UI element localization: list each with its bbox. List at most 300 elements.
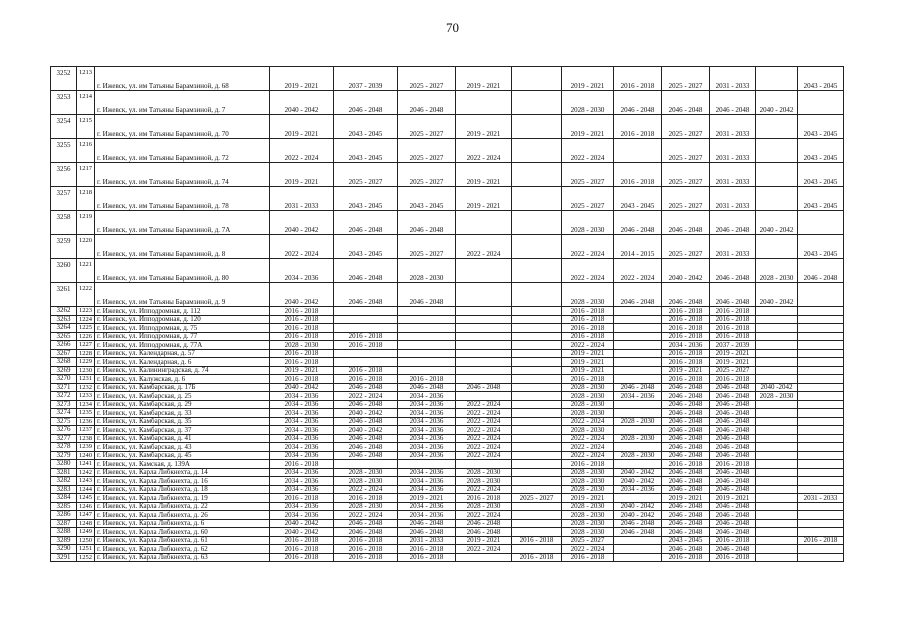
period-cell: 2040 - 2042: [614, 502, 662, 511]
period-cell: 2028 - 2030: [562, 392, 614, 401]
period-cell: [512, 341, 562, 350]
period-cell: [512, 366, 562, 375]
period-cell: 2022 - 2024: [456, 451, 512, 460]
period-cell: 2016 - 2018: [562, 460, 614, 469]
period-cell: 2034 - 2036: [270, 417, 334, 426]
period-cell: 2046 - 2048: [662, 417, 710, 426]
period-cell: 2028 - 2030: [562, 485, 614, 494]
period-cell: 2016 - 2018: [270, 315, 334, 324]
period-cell: 2022 - 2024: [456, 235, 512, 259]
index-cell: 1251: [77, 545, 95, 554]
period-cell: 2043 - 2045: [334, 115, 398, 139]
period-cell: 2046 - 2048: [710, 259, 756, 283]
period-cell: [456, 358, 512, 367]
address-cell: г. Ижевск, ул. Карла Либкнехта, д. 63: [95, 553, 270, 562]
address-cell: г. Ижевск, ул. Камбарская, д. 29: [95, 400, 270, 409]
period-cell: 2043 - 2045: [662, 536, 710, 545]
table-row: [51, 494, 844, 503]
row-number-cell: 3268: [51, 358, 77, 367]
table-row: [51, 115, 844, 139]
row-number-cell: 3279: [51, 451, 77, 460]
period-cell: 2022 - 2024: [456, 409, 512, 418]
period-cell: 2016 - 2018: [334, 545, 398, 554]
row-number-cell: 3288: [51, 528, 77, 537]
index-cell: 1243: [77, 477, 95, 486]
period-cell: 2022 - 2024: [562, 417, 614, 426]
period-cell: 2025 - 2027: [512, 494, 562, 503]
period-cell: 2046 - 2048: [710, 417, 756, 426]
address-cell: г. Ижевск, ул. Карла Либкнехта, д. 22: [95, 502, 270, 511]
period-cell: 2022 - 2024: [562, 235, 614, 259]
period-cell: 2034 - 2036: [398, 426, 456, 435]
period-cell: [512, 324, 562, 333]
row-number-cell: 3266: [51, 341, 77, 350]
address-cell: г. Ижевск, ул. им Татьяны Барамзиной, д. 78: [95, 187, 270, 211]
period-cell: 2031 - 2033: [710, 163, 756, 187]
period-cell: [614, 139, 662, 163]
period-cell: 2034 - 2036: [270, 409, 334, 418]
period-cell: [512, 511, 562, 520]
address-cell: г. Ижевск, ул. Ипподромная, д. 77А: [95, 341, 270, 350]
period-cell: [398, 341, 456, 350]
index-cell: 1230: [77, 366, 95, 375]
period-cell: 2040 - 2042: [270, 519, 334, 528]
row-number-cell: 3255: [51, 139, 77, 163]
period-cell: 2016 - 2018: [710, 324, 756, 333]
schedule-table: [50, 66, 844, 562]
period-cell: 2025 - 2027: [562, 187, 614, 211]
address-cell: г. Ижевск, ул. Камбарская, д. 25: [95, 392, 270, 401]
period-cell: 2025 - 2027: [398, 235, 456, 259]
period-cell: 2034 - 2036: [270, 502, 334, 511]
period-cell: 2016 - 2018: [334, 553, 398, 562]
row-number-cell: 3273: [51, 400, 77, 409]
period-cell: 2016 - 2018: [270, 536, 334, 545]
period-cell: 2016 - 2018: [614, 67, 662, 91]
period-cell: 2046 - 2048: [710, 91, 756, 115]
period-cell: 2016 - 2018: [398, 375, 456, 384]
period-cell: 2040 - 2042: [662, 259, 710, 283]
period-cell: 2022 - 2024: [456, 443, 512, 452]
period-cell: [512, 307, 562, 316]
row-number-cell: 3271: [51, 383, 77, 392]
index-cell: 1252: [77, 553, 95, 562]
period-cell: 2046 - 2048: [662, 392, 710, 401]
period-cell: [614, 545, 662, 554]
period-cell: 2034 - 2036: [398, 477, 456, 486]
index-cell: 1237: [77, 426, 95, 435]
period-cell: 2016 - 2018: [662, 460, 710, 469]
period-cell: 2046 - 2048: [710, 468, 756, 477]
period-cell: 2046 - 2048: [710, 511, 756, 520]
address-cell: г. Ижевск, ул. Калужская, д. 6: [95, 375, 270, 384]
period-cell: 2043 - 2045: [798, 115, 844, 139]
index-cell: 1244: [77, 485, 95, 494]
period-cell: [512, 426, 562, 435]
period-cell: [798, 375, 844, 384]
period-cell: 2034 - 2036: [614, 485, 662, 494]
row-number-cell: 3280: [51, 460, 77, 469]
index-cell: 1221: [77, 259, 95, 283]
period-cell: 2016 - 2018: [710, 315, 756, 324]
period-cell: 2034 - 2036: [398, 451, 456, 460]
period-cell: 2016 - 2018: [334, 536, 398, 545]
table-row: [51, 341, 844, 350]
period-cell: [756, 451, 798, 460]
period-cell: 2031 - 2033: [710, 139, 756, 163]
address-cell: г. Ижевск, ул. Карла Либкнехта, д. 26: [95, 511, 270, 520]
period-cell: [798, 460, 844, 469]
period-cell: 2043 - 2045: [334, 187, 398, 211]
index-cell: 1250: [77, 536, 95, 545]
period-cell: 2043 - 2045: [334, 235, 398, 259]
period-cell: [614, 358, 662, 367]
table-row: [51, 417, 844, 426]
index-cell: 1249: [77, 528, 95, 537]
period-cell: 2046 - 2048: [662, 400, 710, 409]
period-cell: 2040 - 2042: [756, 91, 798, 115]
period-cell: 2046 - 2048: [662, 519, 710, 528]
period-cell: 2016 - 2018: [662, 307, 710, 316]
period-cell: 2046 - 2048: [662, 528, 710, 537]
address-cell: г. Ижевск, ул. Ипподромная, д. 77: [95, 332, 270, 341]
period-cell: 2025 - 2027: [334, 163, 398, 187]
period-cell: 2028 - 2030: [562, 477, 614, 486]
period-cell: [798, 91, 844, 115]
period-cell: [614, 460, 662, 469]
period-cell: 2046 - 2048: [334, 400, 398, 409]
period-cell: 2016 - 2018: [710, 553, 756, 562]
period-cell: [756, 341, 798, 350]
period-cell: 2034 - 2036: [398, 502, 456, 511]
index-cell: 1229: [77, 358, 95, 367]
address-cell: г. Ижевск, ул. Карла Либкнехта, д. 16: [95, 477, 270, 486]
period-cell: [756, 485, 798, 494]
period-cell: 2019 - 2021: [270, 67, 334, 91]
address-cell: г. Ижевск, ул. Карла Либкнехта, д. 61: [95, 536, 270, 545]
period-cell: 2016 - 2018: [512, 536, 562, 545]
period-cell: 2043 - 2045: [398, 187, 456, 211]
index-cell: 1233: [77, 392, 95, 401]
period-cell: 2046 - 2048: [614, 519, 662, 528]
period-cell: [756, 409, 798, 418]
period-cell: 2034 - 2036: [662, 341, 710, 350]
row-number-cell: 3253: [51, 91, 77, 115]
row-number-cell: 3289: [51, 536, 77, 545]
period-cell: [334, 349, 398, 358]
period-cell: 2016 - 2018: [614, 163, 662, 187]
period-cell: 2034 - 2036: [398, 468, 456, 477]
period-cell: [512, 409, 562, 418]
row-number-cell: 3291: [51, 553, 77, 562]
period-cell: [456, 460, 512, 469]
period-cell: [798, 349, 844, 358]
period-cell: 2016 - 2018: [662, 553, 710, 562]
period-cell: [512, 460, 562, 469]
period-cell: 2046 - 2048: [710, 383, 756, 392]
period-cell: [798, 451, 844, 460]
period-cell: [614, 375, 662, 384]
period-cell: 2022 - 2024: [456, 434, 512, 443]
period-cell: 2019 - 2021: [710, 358, 756, 367]
row-number-cell: 3274: [51, 409, 77, 418]
period-cell: 2040 - 2042: [334, 426, 398, 435]
period-cell: [512, 91, 562, 115]
period-cell: 2034 - 2036: [270, 259, 334, 283]
period-cell: 2025 - 2027: [398, 163, 456, 187]
period-cell: 2028 - 2030: [334, 502, 398, 511]
period-cell: 2043 - 2045: [798, 187, 844, 211]
period-cell: 2046 - 2048: [710, 426, 756, 435]
period-cell: 2025 - 2027: [662, 67, 710, 91]
period-cell: [512, 545, 562, 554]
period-cell: 2046 - 2048: [334, 528, 398, 537]
period-cell: 2016 - 2018: [334, 366, 398, 375]
period-cell: 2022 - 2024: [562, 434, 614, 443]
table-row: [51, 409, 844, 418]
index-cell: 1231: [77, 375, 95, 384]
period-cell: [512, 211, 562, 235]
period-cell: 2016 - 2018: [270, 460, 334, 469]
row-number-cell: 3270: [51, 375, 77, 384]
period-cell: 2046 - 2048: [334, 383, 398, 392]
period-cell: [512, 67, 562, 91]
period-cell: 2034 - 2036: [270, 485, 334, 494]
period-cell: 2025 - 2027: [662, 235, 710, 259]
period-cell: [512, 519, 562, 528]
period-cell: 2022 - 2024: [456, 485, 512, 494]
row-number-cell: 3256: [51, 163, 77, 187]
period-cell: [456, 332, 512, 341]
period-cell: [798, 283, 844, 307]
period-cell: 2022 - 2024: [456, 545, 512, 554]
period-cell: [512, 434, 562, 443]
period-cell: [456, 349, 512, 358]
table-row: [51, 283, 844, 307]
period-cell: [512, 468, 562, 477]
period-cell: [398, 332, 456, 341]
period-cell: 2028 - 2030: [334, 477, 398, 486]
period-cell: 2034 - 2036: [270, 443, 334, 452]
index-cell: 1219: [77, 211, 95, 235]
period-cell: 2046 - 2048: [710, 528, 756, 537]
period-cell: 2019 - 2021: [456, 536, 512, 545]
period-cell: [614, 426, 662, 435]
period-cell: 2016 - 2018: [334, 341, 398, 350]
period-cell: [456, 375, 512, 384]
period-cell: 2046 - 2048: [662, 383, 710, 392]
period-cell: 2046 - 2048: [710, 434, 756, 443]
period-cell: 2028 - 2030: [270, 341, 334, 350]
period-cell: 2016 - 2018: [614, 115, 662, 139]
period-cell: 2040 -2042: [756, 383, 798, 392]
period-cell: [614, 553, 662, 562]
period-cell: [398, 315, 456, 324]
period-cell: [614, 409, 662, 418]
period-cell: [334, 315, 398, 324]
period-cell: 2046 - 2048: [710, 451, 756, 460]
period-cell: [512, 139, 562, 163]
table-body: [51, 67, 844, 562]
address-cell: г. Ижевск, ул. Календарная, д. 57: [95, 349, 270, 358]
table-row: [51, 434, 844, 443]
period-cell: 2046 - 2048: [398, 528, 456, 537]
period-cell: 2046 - 2048: [334, 519, 398, 528]
period-cell: 2034 - 2036: [398, 443, 456, 452]
period-cell: [614, 315, 662, 324]
table-row: [51, 139, 844, 163]
period-cell: 2046 - 2048: [334, 417, 398, 426]
period-cell: 2046 - 2048: [710, 409, 756, 418]
address-cell: г. Ижевск, ул. Карла Либкнехта, д. 18: [95, 485, 270, 494]
period-cell: 2046 - 2048: [662, 443, 710, 452]
address-cell: г. Ижевск, ул. Камбарская, д. 41: [95, 434, 270, 443]
period-cell: 2040 - 2042: [270, 283, 334, 307]
period-cell: 2034 - 2036: [270, 392, 334, 401]
period-cell: [512, 477, 562, 486]
period-cell: 2028 - 2030: [562, 211, 614, 235]
period-cell: [512, 400, 562, 409]
address-cell: г. Ижевск, ул. им Татьяны Барамзиной, д. 8: [95, 235, 270, 259]
period-cell: [512, 235, 562, 259]
row-number-cell: 3252: [51, 67, 77, 91]
period-cell: 2028 - 2030: [756, 259, 798, 283]
index-cell: 1216: [77, 139, 95, 163]
period-cell: 2016 - 2018: [662, 375, 710, 384]
period-cell: [798, 341, 844, 350]
period-cell: 2022 - 2024: [562, 545, 614, 554]
period-cell: [756, 443, 798, 452]
table-row: [51, 553, 844, 562]
period-cell: 2025 - 2027: [662, 187, 710, 211]
period-cell: [798, 392, 844, 401]
period-cell: 2043 - 2045: [614, 187, 662, 211]
period-cell: 2025 - 2027: [398, 115, 456, 139]
period-cell: [756, 536, 798, 545]
period-cell: 2031 - 2033: [398, 536, 456, 545]
period-cell: [756, 528, 798, 537]
period-cell: 2046 - 2048: [662, 409, 710, 418]
period-cell: 2040 - 2042: [756, 283, 798, 307]
table-row: [51, 536, 844, 545]
table-row: [51, 67, 844, 91]
period-cell: [456, 315, 512, 324]
address-cell: г. Ижевск, ул. Камбарская, д. 45: [95, 451, 270, 460]
index-cell: 1213: [77, 67, 95, 91]
period-cell: 2025 - 2027: [562, 163, 614, 187]
period-cell: [798, 383, 844, 392]
period-cell: 2046 - 2048: [662, 502, 710, 511]
row-number-cell: 3281: [51, 468, 77, 477]
row-number-cell: 3262: [51, 307, 77, 316]
period-cell: 2016 - 2018: [710, 332, 756, 341]
period-cell: [756, 235, 798, 259]
period-cell: 2016 - 2018: [562, 315, 614, 324]
period-cell: [456, 259, 512, 283]
period-cell: [798, 553, 844, 562]
period-cell: 2022 - 2024: [562, 443, 614, 452]
address-cell: г. Ижевск, ул. Ипподромная, д. 120: [95, 315, 270, 324]
period-cell: [614, 536, 662, 545]
period-cell: 2046 - 2048: [334, 91, 398, 115]
index-cell: 1214: [77, 91, 95, 115]
period-cell: [614, 341, 662, 350]
period-cell: 2046 - 2048: [334, 434, 398, 443]
period-cell: 2028 - 2030: [562, 468, 614, 477]
period-cell: 2019 - 2021: [562, 115, 614, 139]
period-cell: 2019 - 2021: [398, 494, 456, 503]
period-cell: 2028 - 2030: [334, 468, 398, 477]
period-cell: [798, 468, 844, 477]
period-cell: [512, 349, 562, 358]
period-cell: 2046 - 2048: [710, 211, 756, 235]
table-row: [51, 451, 844, 460]
period-cell: [614, 366, 662, 375]
table-row: [51, 528, 844, 537]
period-cell: 2046 - 2048: [456, 528, 512, 537]
period-cell: [398, 460, 456, 469]
index-cell: 1241: [77, 460, 95, 469]
period-cell: 2040 - 2042: [614, 477, 662, 486]
period-cell: [756, 434, 798, 443]
period-cell: 2031 - 2033: [270, 187, 334, 211]
period-cell: 2025 - 2027: [562, 536, 614, 545]
period-cell: [512, 485, 562, 494]
period-cell: [456, 553, 512, 562]
period-cell: 2046 - 2048: [398, 383, 456, 392]
period-cell: [512, 358, 562, 367]
table-row: [51, 383, 844, 392]
period-cell: [798, 485, 844, 494]
table-row: [51, 235, 844, 259]
period-cell: [756, 519, 798, 528]
period-cell: 2031 - 2033: [710, 67, 756, 91]
period-cell: 2028 - 2030: [562, 528, 614, 537]
address-cell: г. Ижевск, ул. Карла Либкнехта, д. 14: [95, 468, 270, 477]
row-number-cell: 3269: [51, 366, 77, 375]
index-cell: 1228: [77, 349, 95, 358]
period-cell: [798, 417, 844, 426]
row-number-cell: 3254: [51, 115, 77, 139]
period-cell: 2031 - 2033: [710, 187, 756, 211]
period-cell: [798, 443, 844, 452]
period-cell: 2034 - 2036: [270, 426, 334, 435]
period-cell: [398, 366, 456, 375]
period-cell: [512, 443, 562, 452]
period-cell: 2028 - 2030: [398, 259, 456, 283]
period-cell: [756, 545, 798, 554]
index-cell: 1217: [77, 163, 95, 187]
period-cell: 2016 - 2018: [562, 553, 614, 562]
index-cell: 1215: [77, 115, 95, 139]
period-cell: [512, 451, 562, 460]
period-cell: 2046 - 2048: [710, 485, 756, 494]
period-cell: 2028 - 2030: [562, 519, 614, 528]
period-cell: 2022 - 2024: [334, 392, 398, 401]
period-cell: 2016 - 2018: [662, 358, 710, 367]
period-cell: 2046 - 2048: [614, 91, 662, 115]
row-number-cell: 3258: [51, 211, 77, 235]
period-cell: [456, 91, 512, 115]
address-cell: г. Ижевск, ул. им Татьяны Барамзиной, д. 68: [95, 67, 270, 91]
period-cell: [756, 553, 798, 562]
period-cell: 2028 - 2030: [562, 400, 614, 409]
period-cell: 2028 - 2030: [562, 409, 614, 418]
period-cell: [798, 366, 844, 375]
period-cell: 2046 - 2048: [456, 383, 512, 392]
period-cell: [798, 528, 844, 537]
period-cell: [798, 315, 844, 324]
